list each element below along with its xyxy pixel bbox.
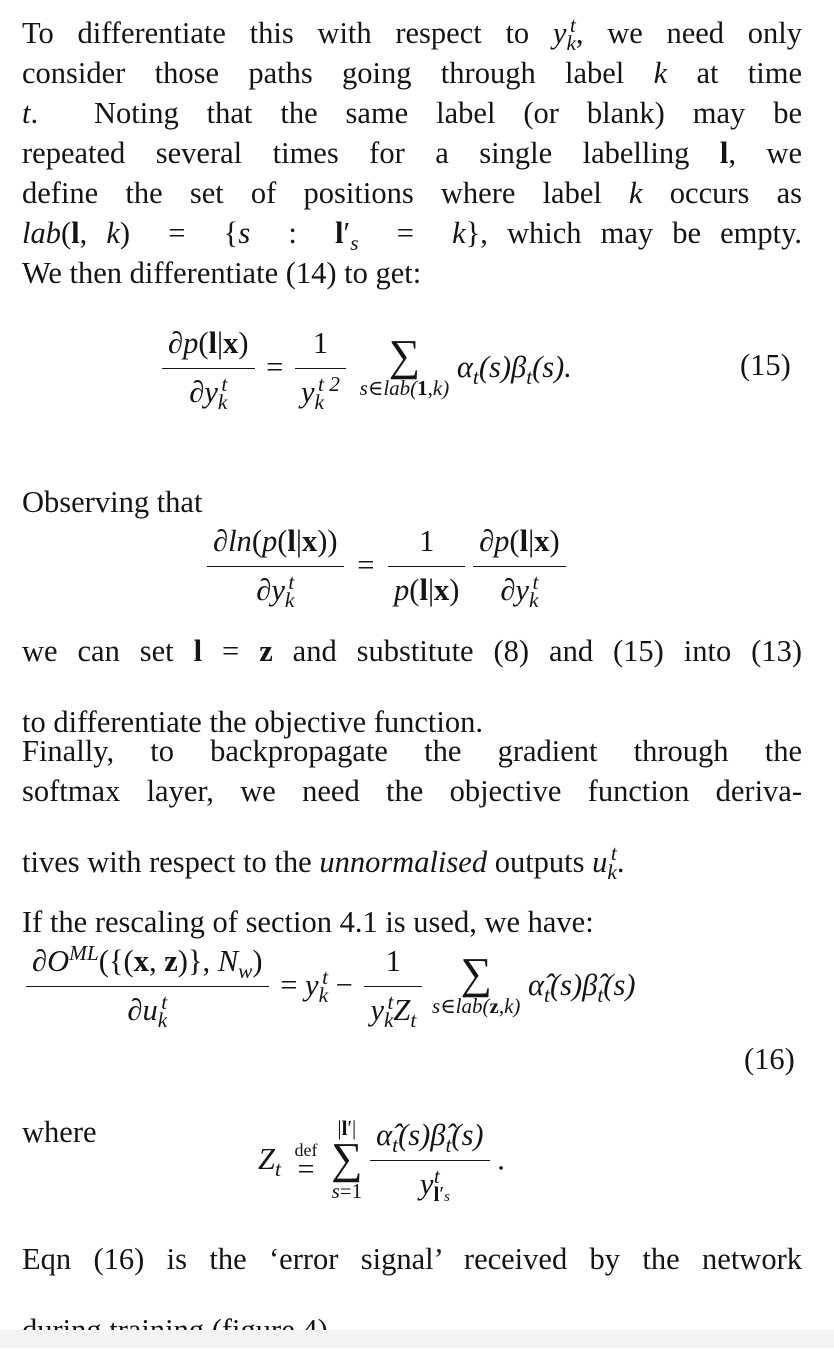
paragraph-4-line-1: Finally, to backpropagate the gradient through the bbox=[22, 732, 802, 772]
paragraph-2: Observing that bbox=[22, 483, 202, 523]
equation-16: $\frac{\partial O^{ML}(\{(x, z)\}, N_w)}{\partial u_k^t}$ = $y_k^t$ − $\frac{1}{y_k^tZ_t}$ ∑ s∈lab(z,k) $\alphâ_t(s)\betâ_t(s)$ bbox=[26, 942, 635, 1031]
paragraph-7-line-1: Eqn (16) is the ‘error signal’ received by the network bbox=[22, 1240, 802, 1280]
equation-16-number: (16) bbox=[744, 1040, 795, 1080]
page-bottom-edge bbox=[0, 1330, 834, 1348]
equation-15-number: (15) bbox=[740, 346, 791, 386]
paragraph-4-line-2: softmax layer, we need the objective function deriva- bbox=[22, 772, 802, 812]
equation-15: $\frac{\partial p(l|x)}{\partial y_k^t}$ = $\frac{1}{y_k^{t 2}}$ ∑ s∈lab(1,k) $\alpha_t(s)\beta_t(s)$. bbox=[162, 324, 572, 413]
equation-zt-definition: $Z_t$ def = |l′| ∑ s=1 $\frac{\alphâ_t(s)\betâ_t(s)}{y_{l's}^t}$ . bbox=[258, 1116, 505, 1205]
paragraph-3-line-2: to differentiate the objective function. bbox=[22, 703, 483, 743]
paragraph-4-line-3: tives with respect to the unnormalised outputs $u_k^t$. bbox=[22, 843, 624, 883]
paragraph-6: where bbox=[22, 1113, 97, 1153]
paragraph-3-line-1: we can set l = z and substitute (8) and (15) into (13) bbox=[22, 632, 802, 672]
paragraph-5: If the rescaling of section 4.1 is used, we have: bbox=[22, 903, 594, 943]
equation-log-derivative: $\frac{\partial\ln(p(l|x))}{\partial y_k^t}$ = $\frac{1}{p(l|x)}$ $\frac{\partial p(l|x)}{\partial y_k^t}$ bbox=[207, 522, 566, 611]
